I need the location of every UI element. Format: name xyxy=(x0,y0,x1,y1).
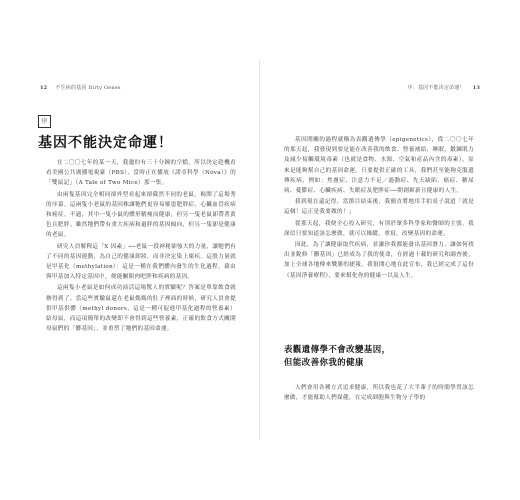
left-page-header xyxy=(40,84,121,91)
paragraph: 因此，為了讓健康取代疾病，並讓你我都能發出基因潛力，讓如何找出並銳修「髒基因」已經成為了我的使命，在經過十載的研究和調查後，加上全球各地傳來戰勝的捷報，我很開心地在此宣布，我已經完成了這份《基因淨養療程》，要來幫化你的健康一以及人生。 xyxy=(284,242,474,279)
paragraph: 基因開關的過程就稱為表觀遺傳學（epigenetics），從二〇〇七年的那天起，我發現到要是能在改善我的飲食、營養補給、睡眠、鍛鍊肌力及減少接觸環境毒素（也就是食物、水源、空氣和產品內含的毒素），原來是能夠幫自己的基因命運，只要提供正確的工具，我們甚至能夠克服遺傳疾病，例如：焦慮症、注意力不足／過動症、先天缺陷、癌症、糖尿病、憂鬱症、心臟疾病、失眠症及肥胖症──開創嶄新且健康的人生。 xyxy=(284,137,474,195)
left-page xyxy=(26,60,260,440)
right-page xyxy=(260,60,494,440)
running-head: 不生病的基因 Dirty Genes xyxy=(55,85,121,91)
paragraph: 由兩隻基因完全相同卻外型看起來卻截然不同的老鼠，揭開了這場秀的序幕。這兩隻小老鼠的基因株讓牠們更容易罹患肥胖症、心臟血管疾病和癌症。不過，其中一隻小鼠的體形精瘦而健康，但另一隻老鼠卻帶著黃色且肥胖。雖然牠們帶有重大疾病和過胖的基因傾向，但另一隻卻是健康的老鼠。 xyxy=(46,191,236,239)
page-number: 12 xyxy=(40,85,48,91)
subheading-line: 但能改善你我的健康 xyxy=(284,357,364,367)
paragraph: 人們會用各種方式追求健康，所以我也花了大半輩子的時間學習該怎麼做，才能幫助人們保健，在完成細胞與生物分子學的 xyxy=(284,385,474,402)
page-number: 13 xyxy=(472,85,480,91)
right-body-text xyxy=(284,135,474,282)
paragraph: 從那天起，我便全心投入研究，有別於眾多科學家和醫師的主張，我深信只要知道該怎麼做，就可以操縱，重寫，改變基因的命運。 xyxy=(284,220,474,237)
paragraph: 我到現在還記得，當節目結束後，我簡直將地用手拍桌子說道「就是這個！這正是我要做的！」 xyxy=(284,199,474,216)
subheading-line: 表觀遺傳學不會改變基因， xyxy=(284,344,391,354)
paragraph: 在二〇〇七年的某一天，我邀約有三十分鐘的空檔，所以決定趁機看看美國公共廣播電視臺（PBS），當時正在播放《諾亞科學（Nova）》的「雙鼠記」（A Tale of Two Mice）那一集。 xyxy=(46,160,236,187)
section-subheading xyxy=(284,343,391,369)
chapter-title: 基因不能決定命運！ xyxy=(38,135,173,151)
preface-badge: 序 xyxy=(38,115,51,128)
paragraph: 研究人員解釋這「X 因素」──老鼠一段神秘卻強大的力量，讓牠們有了不同的基因運動，為自己的健康卸妝，而非決定染上壞疾。這股力量就是甲基化（methylation）：這是一種在我們體內發生的生化過程，藉由與甲基加入特定基因中，便能關閉肉吧胖和疾病的基因。 xyxy=(46,243,236,281)
paragraph: 這兩隻小老鼠是如何成功演活這場驚人的實驗呢？答案是單靠飲食就辦得到了。當這些實驗鼠還在老鼠媽媽的肚子裡面的時候，研究人員會提供甲基供體（methyl donors，這是一種可促進甲基化過程的營養素）給母鼠，而這項簡單的改變即不會得到這些營養素，正確的飲食方式關閉母鼠們的「髒基因」，並重塑了牠們的基因命運。 xyxy=(46,285,236,333)
book-spread xyxy=(26,60,494,440)
left-body-text xyxy=(46,158,236,335)
running-head: 序：基因不能決定命運！ xyxy=(407,85,465,91)
right-page-header xyxy=(407,84,480,91)
right-body-text-continued xyxy=(284,383,474,404)
